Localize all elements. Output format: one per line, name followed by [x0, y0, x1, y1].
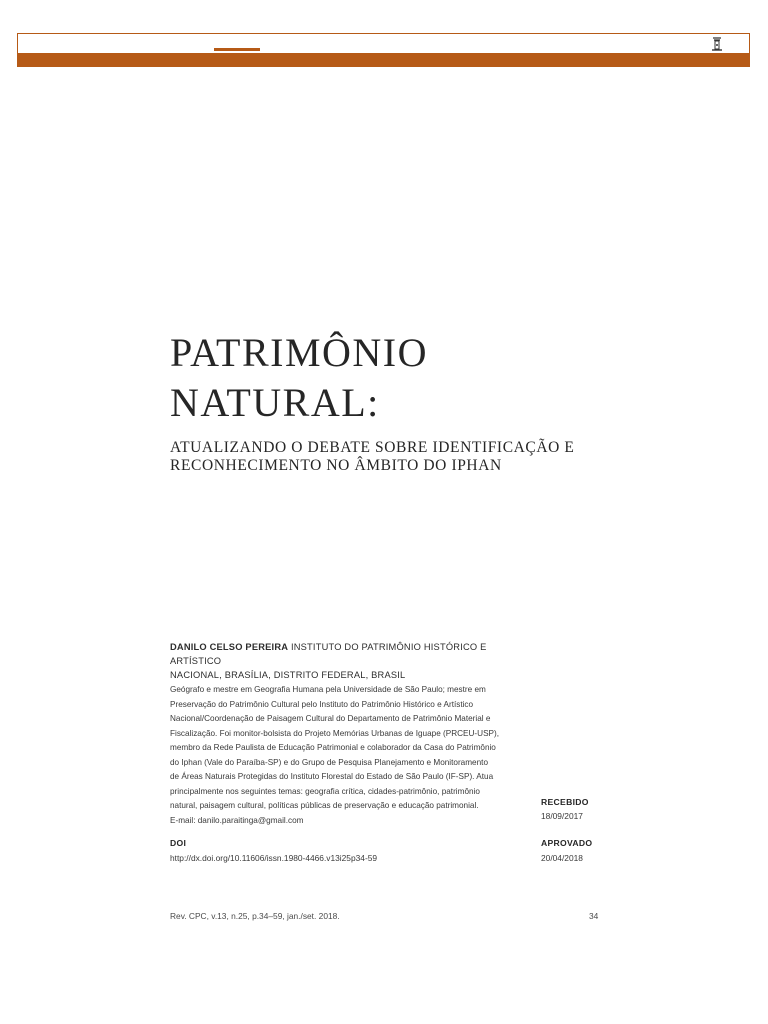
- journal-logo-icon: [711, 36, 723, 52]
- bio-line: Geógrafo e mestre em Geografia Humana pela Universidade de São Paulo; mestre em: [170, 685, 486, 694]
- bio-line: de Áreas Naturais Protegidas do Instituto Florestal do Estado de São Paulo (IF-SP). Atua: [170, 772, 494, 781]
- article-subtitle: [170, 439, 575, 475]
- header-color-bar: [18, 53, 749, 66]
- author-affiliation-line-1: INSTITUTO DO PATRIMÔNIO HISTÓRICO E ARTÍSTICO: [170, 642, 487, 666]
- received-label: RECEBIDO: [541, 797, 589, 807]
- author-name: DANILO CELSO PEREIRA: [170, 642, 289, 652]
- bio-line: Preservação do Patrimônio Cultural pelo Instituto do Patrimônio Histórico e Artístico: [170, 699, 474, 709]
- author-email[interactable]: E-mail: danilo.paraitinga@gmail.com: [170, 815, 304, 825]
- page-header: [17, 33, 750, 67]
- received-date: 18/09/2017: [541, 811, 583, 821]
- bio-line: do Iphan (Vale do Paraíba-SP) e do Grupo de Pesquisa Planejamento e Monitoramento: [170, 757, 488, 767]
- author-affiliation-line-2: NACIONAL, BRASÍLIA, DISTRITO FEDERAL, BRASIL: [170, 670, 406, 680]
- bio-line: membro da Rede Paulista de Educação Patrimonial e colaborador da Casa do Patrimônio: [170, 743, 496, 752]
- footer-citation: Rev. CPC, v.13, n.25, p.34–59, jan./set. 2018.: [170, 911, 340, 921]
- title-line-2: NATURAL:: [170, 380, 380, 425]
- doi-label: DOI: [170, 838, 187, 848]
- bio-line: natural, paisagem cultural, políticas públicas de preservação e educação patrimonial.: [170, 801, 479, 810]
- doi-link[interactable]: http://dx.doi.org/10.11606/issn.1980-4466.v13i25p34-59: [170, 853, 378, 863]
- bio-line: Nacional/Coordenação de Paisagem Cultural do Departamento de Patrimônio Material e: [170, 714, 491, 723]
- author-block: [170, 640, 520, 682]
- bio-line: principalmente nos seguintes temas: geografia crítica, cidades-patrimônio, patrimônio: [170, 786, 480, 796]
- subtitle-line-2: RECONHECIMENTO NO ÂMBITO DO IPHAN: [170, 457, 502, 474]
- header-accent-tick: [214, 48, 260, 51]
- page-number: 34: [589, 911, 599, 921]
- subtitle-line-1: ATUALIZANDO O DEBATE SOBRE IDENTIFICAÇÃO E: [170, 439, 575, 456]
- title-line-1: PATRIMÔNIO: [170, 330, 429, 375]
- approved-date: 20/04/2018: [541, 853, 583, 863]
- approved-label: APROVADO: [541, 838, 593, 848]
- bio-line: Fiscalização. Foi monitor-bolsista do Projeto Memórias Urbanas de Iguape (PRCEU-USP),: [170, 728, 499, 738]
- article-title: [170, 328, 428, 428]
- author-bio: [170, 683, 518, 828]
